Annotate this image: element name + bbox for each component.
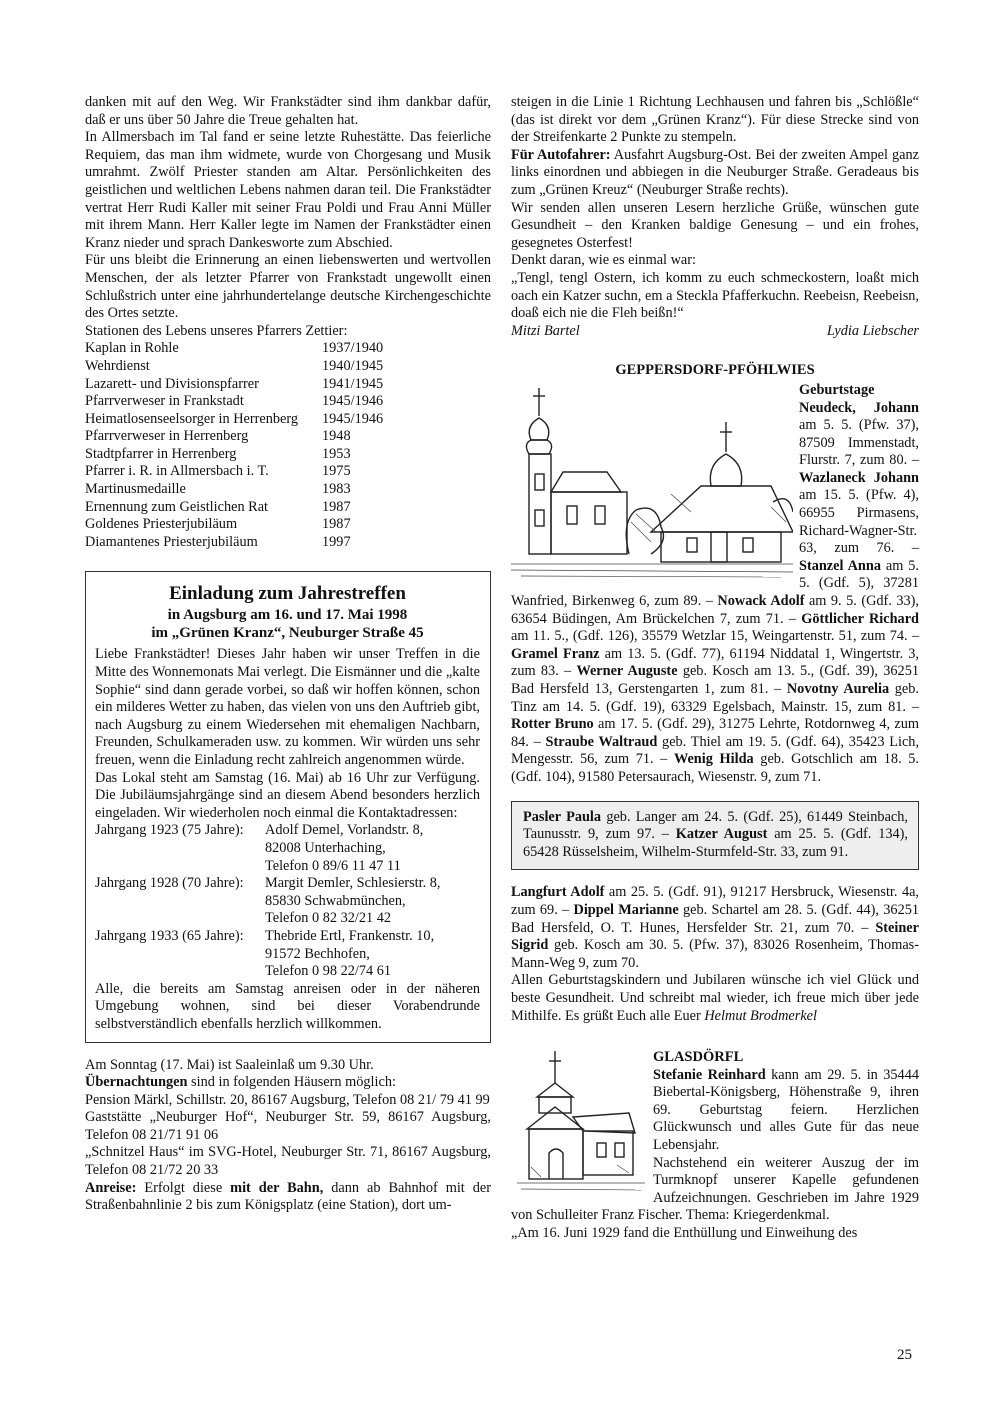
station-years: 1941/1945 <box>322 375 384 392</box>
contact-row <box>95 963 480 981</box>
poem: „Tengl, tengl Ostern, ich komm zu euch schmeckostern, loaßt mich oach ein Katzer suchn, em a Steckla Pfafferkuchn. Reebeisn, Reebeisn, doaß eich nie die Fleh beißn!“ <box>511 269 919 322</box>
person-details: am 5. 5. (Gdf. 5), 37281 Wanfried, Birkenweg 6, zum 89. – <box>511 557 919 610</box>
hotel-item: Gaststätte „Neuburger Hof“, Neuburger Str. 59, 86167 Augsburg, Telefon 08 21/71 91 06 <box>85 1109 491 1143</box>
person-name: Rotter Bruno <box>511 716 594 733</box>
contact-row <box>95 875 480 893</box>
geppersdorf-title: GEPPERSDORF-PFÖHLWIES <box>615 362 815 379</box>
contact-year <box>95 858 265 876</box>
person-details: am 9. 5. (Gdf. 33), 63654 Büdingen, Am Brückelchen 7, zum 71. – <box>511 593 919 627</box>
station-row <box>85 446 491 464</box>
church-illustration <box>511 382 793 580</box>
stations-list <box>85 340 491 551</box>
station-row <box>85 499 491 517</box>
person-name: Gramel Franz <box>511 645 600 662</box>
contact-row <box>95 822 480 840</box>
station-row <box>85 376 491 394</box>
station-years: 1987 <box>322 516 351 533</box>
person-name: Wazlaneck Johann <box>799 469 919 486</box>
station-years: 1975 <box>322 463 351 480</box>
contact-line: Margit Demler, Schlesierstr. 8, <box>265 875 441 892</box>
contact-line: Thebride Ertl, Frankenstr. 10, <box>265 927 435 944</box>
person-name: Katzer August <box>675 826 768 843</box>
station-label: Ernennung zum Geistlichen Rat <box>85 498 269 515</box>
station-label: Pfarrverweser in Herrenberg <box>85 428 249 445</box>
person-name: Werner Auguste <box>576 663 678 680</box>
person-name: Wenig Hilda <box>673 751 754 768</box>
station-row <box>85 481 491 499</box>
person-details: am 5. 5. (Pfw. 37), 87509 Immenstadt, Flurstr. 7, zum 80. – <box>799 417 919 469</box>
hotel-item: „Schnitzel Haus“ im SVG-Hotel, Neuburger Str. 71, 86167 Augsburg, Telefon 08 21/72 20 33 <box>85 1144 491 1179</box>
person-details: am 25. 5. (Gdf. 134), 65428 Rüsselsheim, Wilhelm-Sturmfeld-Str. 33, zum 91. <box>523 826 909 860</box>
person-name: Langfurt Adolf <box>511 884 605 901</box>
invitation-paragraph: Das Lokal steht am Samstag (16. Mai) ab 16 Uhr zur Verfügung. Die Jubiläumsjahrgänge sind an diesem Abend besonders herzlich eingeladen. Wir wiederholen noch einmal die Kontaktadressen: <box>95 769 480 821</box>
station-label: Lazarett- und Divisionspfarrer <box>85 375 259 392</box>
station-label: Heimatlosenseelsorger in Herrenberg <box>85 410 299 427</box>
person-details: am 13. 5. (Gdf. 77), 61194 Niddatal 1, Wingertstr. 3, zum 83. – <box>511 645 919 680</box>
person-name: Novotny Aurelia <box>786 681 890 697</box>
stay-paragraph: Übernachtungen sind in folgenden Häusern möglich: <box>85 1074 396 1091</box>
invitation-box <box>85 571 491 1042</box>
contact-year <box>95 893 265 911</box>
stations-heading: Stationen des Lebens unseres Pfarrers Zettier: <box>85 322 348 339</box>
station-years: 1987 <box>322 498 351 515</box>
travel-paragraph: Anreise: Erfolgt diese mit der Bahn, dann ab Bahnhof mit der Straßenbahnlinie 2 bis zum Königsplatz (eine Station), dort um- <box>85 1179 491 1214</box>
intro-paragraph: In Allmersbach im Tal fand er seine letzte Ruhestätte. Das feierliche Requiem, das man ihm widmete, wurde von Chorgesang und Musik umrahmt. Zwölf Priester standen am Altar. Persönlichkeiten des geistlichen und weltlichen Lebens nahmen daran teil. Die Frankstädter vertrat Herr Rudi Kaller mit seiner Frau Poldi und Frau Anni Müller mit ihrem Mann. Herr Kaller legte im Namen der Frankstädter einen Kranz nieder und sprach Dankesworte zum Abschied. <box>85 129 491 251</box>
person-details: am 15. 5. (Pfw. 4), 66955 Pirmasens, Richard-Wagner-Str. 63, zum 76. – <box>799 487 919 557</box>
person-name: Göttlicher Richard <box>801 610 919 627</box>
station-label: Kaplan in Rohle <box>85 340 179 357</box>
person-details: geb. Langer am 24. 5. (Gdf. 25), 61449 Steinbach, Taunusstr. 9, zum 97. – <box>523 808 908 843</box>
person-name: Neudeck, Johann <box>799 399 919 416</box>
invitation-subtitle: im „Grünen Kranz“, Neuburger Straße 45 <box>151 625 424 642</box>
station-label: Pfarrverweser in Frankstadt <box>85 393 244 410</box>
station-label: Stadtpfarrer in Herrenberg <box>85 445 237 462</box>
contact-list <box>95 822 480 980</box>
station-years: 1983 <box>322 481 351 498</box>
station-label: Martinusmedaille <box>85 481 186 498</box>
person-details: geb. Thiel am 19. 5. (Gdf. 64), 35423 Lich, Mengesstr. 56, zum 71. – <box>511 733 920 768</box>
person-details: geb. Gotschlich am 18. 5. (Gdf. 104), 91580 Petersaurach, Wiesenstr. 9, zum 71. <box>511 751 919 785</box>
station-row <box>85 428 491 446</box>
contact-line: Telefon 0 89/6 11 47 11 <box>265 857 401 874</box>
signature-line <box>511 323 919 341</box>
station-years: 1997 <box>322 533 351 550</box>
intro-paragraph: danken mit auf den Weg. Wir Frankstädter sind ihm dankbar dafür, daß er uns über 50 Jahre die Treue gehalten hat. <box>85 94 491 128</box>
station-years: 1953 <box>322 445 351 462</box>
station-row <box>85 393 491 411</box>
station-row <box>85 340 491 358</box>
hotel-item: Pension Märkl, Schillstr. 20, 86167 Augsburg, Telefon 08 21/ 79 41 99 <box>85 1091 490 1108</box>
person-details: geb. Schartel am 28. 5. (Gdf. 44), 36251 Bad Hersfeld, O. T. Hunes, Hersfelder Str. 21, zum 70. – <box>511 901 920 936</box>
page-number: 25 <box>897 1347 912 1363</box>
birthday-entries <box>511 884 919 972</box>
highlight-box <box>511 801 919 871</box>
station-years: 1937/1940 <box>322 340 384 357</box>
contact-row <box>95 893 480 911</box>
station-row <box>85 463 491 481</box>
station-row <box>85 358 491 376</box>
station-label: Wehrdienst <box>85 357 150 374</box>
contact-row <box>95 928 480 946</box>
person-name: Straube Waltraud <box>545 733 658 750</box>
signature-left: Mitzi Bartel <box>511 322 580 339</box>
contact-row <box>95 946 480 964</box>
person-details: am 17. 5. (Gdf. 29), 31275 Lehrte, Rotdornweg 4, zum 84. – <box>511 716 919 750</box>
contact-line: Adolf Demel, Vorlandstr. 8, <box>265 822 424 839</box>
contact-year <box>95 840 265 858</box>
travel-info <box>85 1057 491 1215</box>
contact-row <box>95 858 480 876</box>
person-details: am 11. 5., (Gdf. 126), 35579 Wetzlar 15, Weingartenstr. 51, zum 74. – <box>511 628 919 645</box>
person-details: am 25. 5. (Gdf. 91), 91217 Hersbruck, Wiesenstr. 4a, zum 69. – <box>511 884 920 918</box>
contact-year <box>95 910 265 928</box>
glasdoerfl-section <box>511 1049 919 1243</box>
intro-paragraph: Für uns bleibt die Erinnerung an einen liebenswerten und wertvollen Menschen, der als letzter Pfarrer von Frankstadt ungewollt einen Schlußstrich unter eine jahrhundertelange deutsche Kirchengeschichte des Ortes setzte. <box>85 252 491 322</box>
glasdoerfl-quote: „Am 16. Juni 1929 fand die Enthüllung und Einweihung des <box>511 1225 858 1242</box>
remember-line: Denkt daran, wie es einmal war: <box>511 252 696 269</box>
contact-year: Jahrgang 1933 (65 Jahre): <box>95 927 244 944</box>
invitation-paragraph: Alle, die bereits am Samstag anreisen oder in der näheren Umgebung wohnen, sind bei dieser Vorabendrunde selbstverständlich ebenfalls herzlich willkommen. <box>95 980 480 1032</box>
station-label: Pfarrer i. R. in Allmersbach i. T. <box>85 463 269 480</box>
invitation-title: Einladung zum Jahrestreffen <box>169 583 406 605</box>
geppersdorf-intro: Geburtstage <box>799 381 875 398</box>
contact-year <box>95 963 265 981</box>
contact-line: Telefon 0 98 22/74 61 <box>265 963 392 980</box>
closing-text: Allen Geburtstagskindern und Jubilaren wünsche ich viel Glück und beste Gesundheit. Und schreibt mal wieder, ich freue mich über jede Mithilfe. Es grüßt Euch alle Euer Helmut Brodmerkel <box>511 972 919 1024</box>
station-years: 1948 <box>322 428 351 445</box>
invitation-subtitle: in Augsburg am 16. und 17. Mai 1998 <box>167 607 408 624</box>
contact-line: Telefon 0 82 32/21 42 <box>265 910 392 927</box>
continued-text: steigen in die Linie 1 Richtung Lechhausen und fahren bis „Schlößle“ (das ist direkt vor dem „Grünen Kranz“). Für diese Strecke sind von der Streifenkarte 2 Punkte zu stempeln. <box>511 94 919 146</box>
person-details: geb. Kosch am 13. 5., (Gdf. 39), 36251 Bad Hersfeld 13, Gerstengarten 1, zum 81. – <box>511 663 919 697</box>
left-column <box>85 94 491 1215</box>
station-label: Diamantenes Priesterjubiläum <box>85 533 258 550</box>
glasdoerfl-birthday: Stefanie Reinhard kann am 29. 5. in 35444 Biebertal-Königsberg, Höhenstraße 9, ihren 69. Geburtstag feiern. Herzlichen Glückwunsch und alles Gute für das neue Lebensjahr. <box>653 1066 919 1154</box>
station-years: 1945/1946 <box>322 393 384 410</box>
car-directions: Für Autofahrer: Ausfahrt Augsburg-Ost. Bei der zweiten Ampel ganz links einordnen und abbiegen in die Neuburger Straße. Geradeaus bis zum „Grünen Kreuz“ (Neuburger Straße rechts). <box>511 146 919 198</box>
station-row <box>85 516 491 534</box>
glasdoerfl-excerpt: Nachstehend ein weiterer Auszug der im Turmknopf unserer Kapelle gefundenen Aufzeichnungen. Geschrieben im Jahre 1929 von Schulleiter Franz Fischer. Thema: Kriegerdenkmal. <box>511 1154 919 1224</box>
sunday-note: Am Sonntag (17. Mai) ist Saaleinlaß um 9.30 Uhr. <box>85 1056 374 1073</box>
stay-label: Übernachtungen <box>85 1074 188 1091</box>
person-name: Pasler Paula <box>523 808 602 825</box>
contact-row <box>95 840 480 858</box>
invitation-paragraph: Liebe Frankstädter! Dieses Jahr haben wir unser Treffen in die Mitte des Wonnemonats Mai verlegt. Die Eismänner und die „kalte Sophie“ sind dann gerade vorbei, so daß wir hoffen können, schon ein milderes Wetter zu haben, das vielen von uns den Auftrieb gibt, nach Augsburg zu einem Wiedersehen mit ehemaligen Nachbarn, Freunden, Schulkameraden usw. zu kommen. Wir würden uns sehr freuen, wenn die Einladung recht zahlreich angenommen würde. <box>95 646 480 768</box>
person-name: Steiner Sigrid <box>511 919 919 954</box>
person-name: Dippel Marianne <box>573 901 679 918</box>
station-years: 1945/1946 <box>322 410 384 427</box>
chapel-illustration <box>517 1047 645 1197</box>
person-name: Stanzel Anna <box>799 557 881 574</box>
contact-year <box>95 946 265 964</box>
glasdoerfl-title: GLASDÖRFL <box>653 1049 744 1066</box>
person-details: geb. Kosch am 30. 5. (Pfw. 37), 83026 Rosenheim, Thomas-Mann-Weg 9, zum 70. <box>511 937 919 971</box>
greeting: Wir senden allen unseren Lesern herzliche Grüße, wünschen gute Gesundheit – den Kranken baldige Genesung – und ein frohes, gesegnetes Osterfest! <box>511 199 919 251</box>
station-years: 1940/1945 <box>322 357 384 374</box>
contact-year: Jahrgang 1928 (70 Jahre): <box>95 875 244 892</box>
contact-row <box>95 910 480 928</box>
contact-line: 82008 Unterhaching, <box>265 839 386 856</box>
signature-right: Lydia Liebscher <box>826 322 919 339</box>
person-name: Nowack Adolf <box>717 593 805 610</box>
station-row <box>85 534 491 552</box>
station-row <box>85 411 491 429</box>
contact-line: 91572 Bechhofen, <box>265 945 370 962</box>
closing-signature: Helmut Brodmerkel <box>704 1007 817 1024</box>
contact-line: 85830 Schwabmünchen, <box>265 892 406 909</box>
person-details: geb. Tinz am 14. 5. (Gdf. 19), 63329 Egelsbach, Mainstr. 15, zum 81. – <box>511 681 920 715</box>
station-label: Goldenes Priesterjubiläum <box>85 516 238 533</box>
right-column <box>511 94 919 1243</box>
birthday-entries <box>523 809 908 862</box>
contact-year: Jahrgang 1923 (75 Jahre): <box>95 822 244 839</box>
